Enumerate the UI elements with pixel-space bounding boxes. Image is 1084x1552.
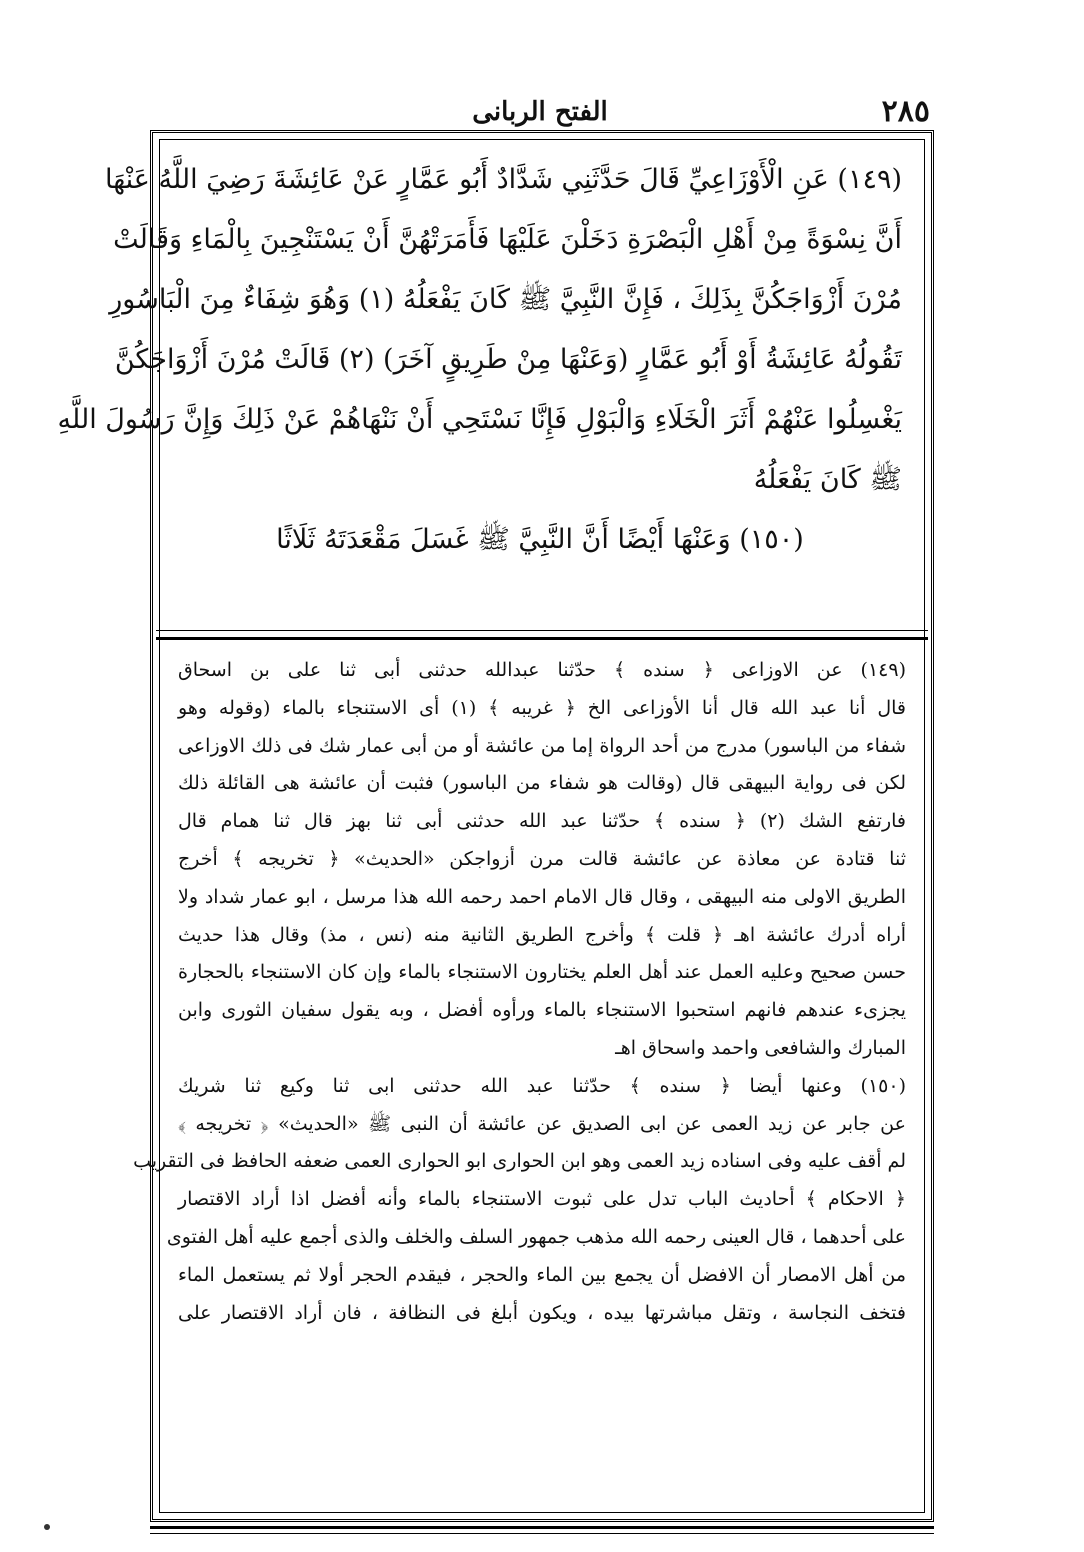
commentary-line: فارتفع الشك (٢) ﴿ سنده ﴾ حدّثنا عبد الله حدثنى أبى ثنا بهز قال ثنا همام قال <box>178 810 906 833</box>
hadith-line: أَنَّ نِسْوَةً مِنْ أَهْلِ الْبَصْرَةِ دَخَلْنَ عَلَيْهَا فَأَمَرَتْهُنَّ أَنْ يَسْتَنْجِينَ بِالْمَاءِ وَقَالَتْ <box>113 224 902 255</box>
commentary-line: لكن فى رواية البيهقى قال (وقالت هو شفاء من الباسور) فثبت أن عائشة هى القائلة ذلك <box>178 772 906 795</box>
page-number: ٢٨٥ <box>881 94 930 129</box>
commentary-line: الطريق الاولى منه البيهقى ، وقال قال الامام احمد رحمه الله هذا مرسل ، ابو عمار شداد ولا <box>178 885 906 908</box>
commentary-line: من أهل الامصار أن الافضل أن يجمع بين الماء والحجر ، فيقدم الحجر أولا ثم يستعمل الماء <box>178 1263 906 1286</box>
hadith-line: ﷺ كَانَ يَفْعَلُهُ <box>753 464 902 495</box>
hadith-line: مُرْنَ أَزْوَاجَكُنَّ بِذَلِكَ ، فَإِنَّ النَّبِيَّ ﷺ كَانَ يَفْعَلُهُ (١) وَهُوَ شِفَاءٌ مِنَ الْبَاسُورِ <box>109 284 902 315</box>
commentary-line: (١٤٩) عن الاوزاعى ﴿ سنده ﴾ حدّثنا عبدالله حدثنى أبى ثنا على بن اسحاق <box>178 659 906 681</box>
hadith-line: تَقُولُهُ عَائِشَةُ أَوْ أَبُو عَمَّارٍ (وَعَنْهَا مِنْ طَرِيقٍ آخَرَ) (٢) قَالَتْ مُرْنَ أَزْوَاجَكُنَّ <box>114 344 902 375</box>
commentary-section <box>133 652 906 1512</box>
commentary-line: ثنا قتادة عن معاذة عن عائشة قالت مرن أزواجكن «الحديث» ﴿ تخريجه ﴾ أخرج <box>178 847 906 870</box>
commentary-line: عن جابر عن زيد العمى عن ابى الصديق عن عائشة أن النبى ﷺ «الحديث» ﴿ تخريجه ﴾ <box>178 1112 906 1135</box>
commentary-line: قال أنا عبد الله قال أنا الأوزاعى الخ ﴿ غريبه ﴾ (١) أى الاستنجاء بالماء (وقوله وهو <box>178 696 906 719</box>
commentary-line: يجزىء عندهم فانهم استحبوا الاستنجاء بالماء ورأوه أفضل ، وبه يقول سفيان الثورى وابن <box>178 999 906 1022</box>
commentary-line: حسن صحيح وعليه العمل عند أهل العلم يختارون الاستنجاء بالماء وإن كان الاستنجاء بالحجارة <box>178 961 906 984</box>
section-divider <box>156 630 928 640</box>
hadith-line: (١٥٠) وَعَنْهَا أَيْضًا أَنَّ النَّبِيَّ ﷺ غَسَلَ مَقْعَدَتَهُ ثَلَاثًا <box>276 524 804 555</box>
commentary-line: شفاء من الباسور) مدرج من أحد الرواة إما من عائشة أو من أبى عمار شك فى ذلك الاوزاعى <box>178 734 906 757</box>
bottom-rule <box>150 1526 934 1534</box>
hadith-text-section <box>57 150 902 610</box>
running-title: الفتح الربانى <box>472 97 608 127</box>
page-header <box>150 92 930 132</box>
hadith-line: يَغْسِلُوا عَنْهُمْ أَثَرَ الْخَلَاءِ وَالْبَوْلِ فَإِنَّا نَسْتَحِي أَنْ نَنْهَاهُمْ عَنْ ذَلِكَ وَإِنَّ رَسُولَ اللَّهِ <box>57 404 902 435</box>
commentary-line: أراه أدرك عائشة اهـ ﴿ قلت ﴾ وأخرج الطريق الثانية منه (نس ، مذ) وقال هذا حديث <box>178 923 906 946</box>
commentary-line: على أحدهما ، قال العينى رحمه الله مذهب جمهور السلف والخلف والذى أجمع عليه أهل الفتوى <box>166 1225 906 1248</box>
commentary-line: لم أقف عليه وفى اسناده زيد العمى وهو ابن الحوارى ابو الحوارى العمى ضعفه الحافظ فى التقريب <box>133 1150 906 1173</box>
commentary-line: ﴿ الاحكام ﴾ أحاديث الباب تدل على ثبوت الاستنجاء بالماء وأنه أفضل اذا أراد الاقتصار <box>178 1188 906 1211</box>
commentary-line: فتخف النجاسة ، وتقل مباشرتها بيده ، ويكون أبلغ فى النظافة ، فان أراد الاقتصار على <box>178 1301 906 1324</box>
scan-speck <box>44 1524 50 1530</box>
commentary-line: المبارك والشافعى واحمد واسحاق اهـ <box>615 1036 906 1059</box>
commentary-line: (١٥٠) وعنها أيضا ﴿ سنده ﴾ حدّثنا عبد الله حدثنى ابى ثنا وكيع ثنا شريك <box>178 1074 906 1097</box>
hadith-line: (١٤٩) عَنِ الْأَوْزَاعِيِّ قَالَ حَدَّثَنِي شَدَّادٌ أَبُو عَمَّارٍ عَنْ عَائِشَةَ رَضِيَ اللَّهُ عَنْهَا <box>104 164 902 195</box>
